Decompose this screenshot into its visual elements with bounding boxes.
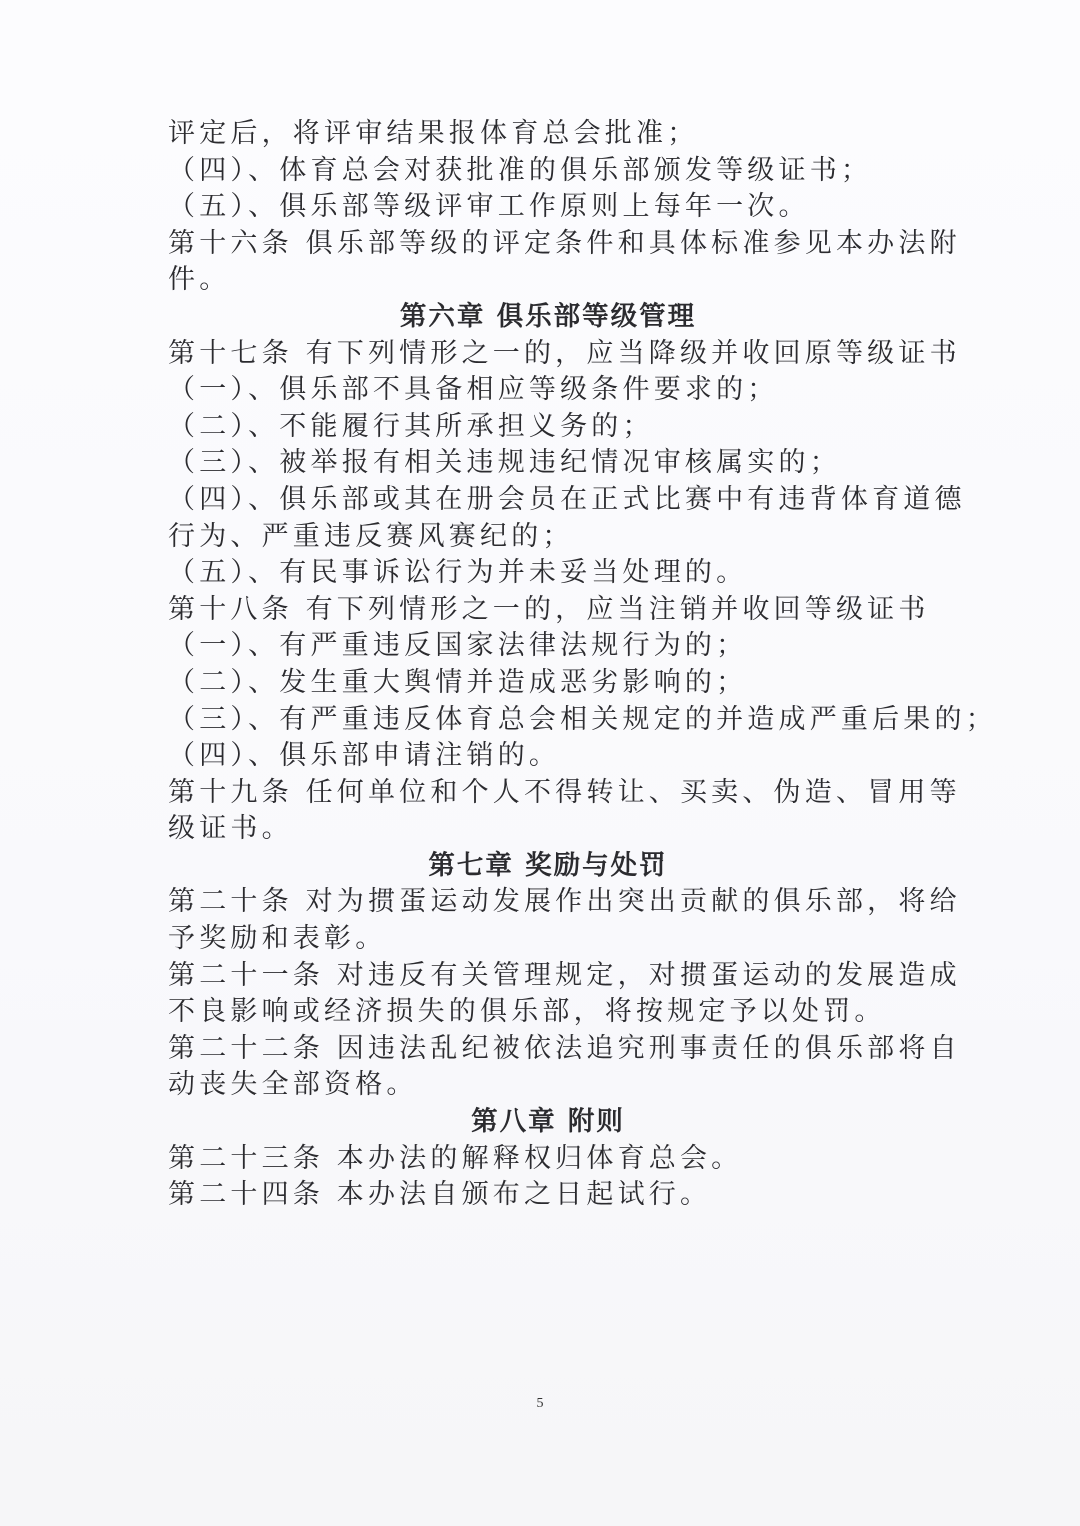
body-line: 第二十二条 因违法乱纪被依法追究刑事责任的俱乐部将自: [168, 1032, 961, 1064]
body-line: 件。: [168, 264, 231, 296]
body-line: （一）、俱乐部不具备相应等级条件要求的；: [168, 374, 779, 406]
body-line: （三）、被举报有相关违规违纪情况审核属实的；: [168, 447, 841, 479]
chapter-heading: 第八章 附则: [471, 1106, 625, 1138]
body-line: 第二十四条 本办法自颁布之日起试行。: [168, 1179, 712, 1211]
body-line: （四）、俱乐部申请注销的。: [168, 740, 561, 772]
chapter-heading: 第六章 俱乐部等级管理: [399, 300, 697, 332]
page-number: 5: [536, 1396, 544, 1411]
body-line: （四）、俱乐部或其在册会员在正式比赛中有违背体育道德: [168, 483, 966, 515]
body-line: 第十六条 俱乐部等级的评定条件和具体标准参见本办法附: [168, 227, 961, 259]
body-line: 第十七条 有下列情形之一的，应当降级并收回原等级证书: [168, 337, 961, 369]
body-line: （一）、有严重违反国家法律法规行为的；: [168, 630, 748, 662]
body-line: （二）、发生重大舆情并造成恶劣影响的；: [168, 666, 748, 698]
body-line: 第二十条 对为掼蛋运动发展作出突出贡献的俱乐部，将给: [168, 886, 961, 918]
body-line: 不良影响或经济损失的俱乐部，将按规定予以处罚。: [168, 996, 886, 1028]
body-line: （五）、有民事诉讼行为并未妥当处理的。: [168, 557, 748, 589]
body-line: 动丧失全部资格。: [168, 1069, 418, 1101]
body-line: （三）、有严重违反体育总会相关规定的并造成严重后果的；: [168, 703, 997, 735]
body-line: （二）、不能履行其所承担义务的；: [168, 410, 654, 442]
body-line: 级证书。: [168, 813, 293, 845]
body-line: 第二十三条 本办法的解释权归体育总会。: [168, 1142, 743, 1174]
body-line: （四）、体育总会对获批准的俱乐部颁发等级证书；: [168, 154, 873, 186]
body-line: 第二十一条 对违反有关管理规定，对掼蛋运动的发展造成: [168, 959, 961, 991]
body-line: 评定后，将评审结果报体育总会批准；: [168, 118, 699, 149]
body-line: 行为、严重违反赛风赛纪的；: [168, 520, 574, 552]
body-line: 予奖励和表彰。: [168, 923, 387, 955]
document-body: [168, 116, 997, 1214]
chapter-heading: 第七章 奖励与处罚: [428, 849, 668, 881]
body-line: （五）、俱乐部等级评审工作原则上每年一次。: [168, 191, 810, 223]
body-line: 第十九条 任何单位和个人不得转让、买卖、伪造、冒用等: [168, 776, 961, 808]
body-line: 第十八条 有下列情形之一的，应当注销并收回等级证书: [168, 593, 930, 625]
